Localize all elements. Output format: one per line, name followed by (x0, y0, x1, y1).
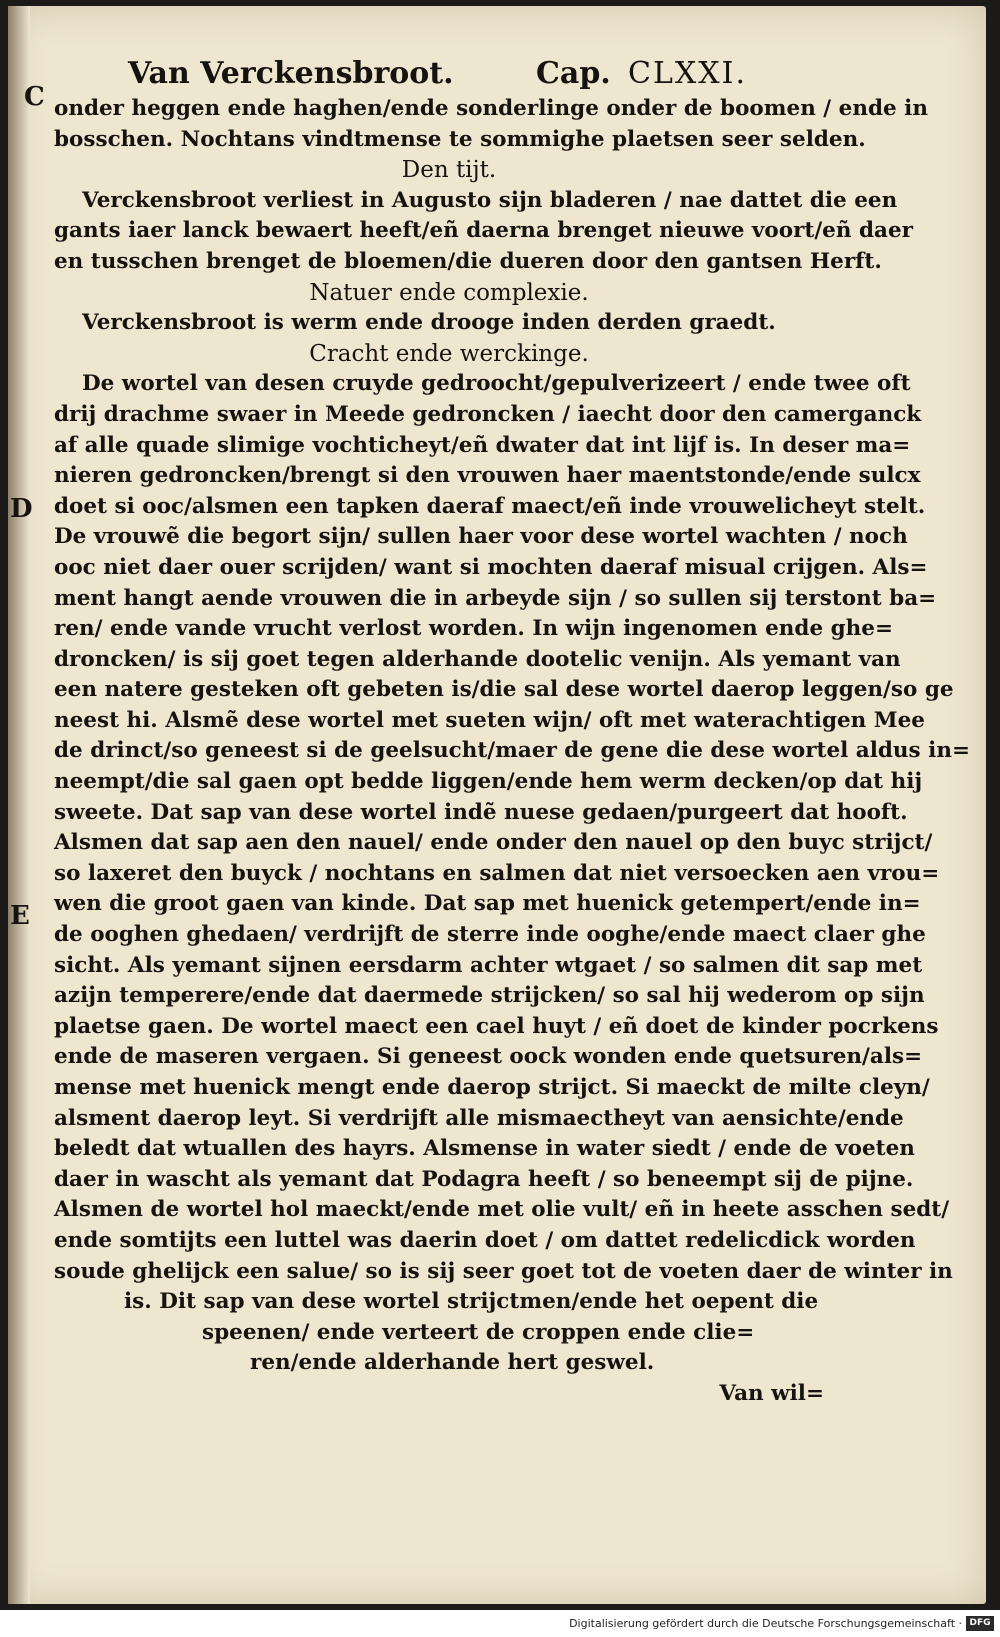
page-gutter (8, 6, 30, 1604)
text-line: Alsmen dat sap aen den nauel/ ende onder den nauel op den buyc strijct/ (54, 830, 933, 856)
text-line: beledt dat wtuallen des hayrs. Alsmense in water siedt / ende de voeten (54, 1136, 915, 1162)
text-line: doet si ooc/alsmen een tapken daeraf maect/eñ inde vrouwelicheyt stelt. (54, 493, 926, 519)
text-line: drij drachme swaer in Meede gedroncken / iaecht door den camerganck (54, 401, 922, 427)
text-line: Verckensbroot verliest in Augusto sijn bladeren / nae dattet die een (82, 187, 898, 213)
text-line: De vrouwẽ die begort sijn/ sullen haer voor dese wortel wachten / noch (54, 524, 908, 550)
text-line: Verckensbroot is werm ende drooge inden derden graedt. (82, 310, 776, 336)
text-line: af alle quade slimige vochticheyt/eñ dwater dat int lijf is. In deser ma= (54, 432, 911, 458)
text-line: de ooghen ghedaen/ verdrijft de sterre inde ooghe/ende maect claer ghe (54, 922, 926, 948)
body-text (54, 94, 970, 1410)
chapter-number: CLXXI. (628, 56, 747, 91)
text-line: daer in wascht als yemant dat Podagra heeft / so beneempt sij de pijne. (54, 1166, 914, 1192)
funding-note: Digitalisierung gefördert durch die Deutsche Forschungsgemeinschaft · (569, 1617, 962, 1630)
page-title: Van Verckensbroot. (128, 56, 454, 91)
text-line: so laxeret den buyck / nochtans en salmen dat niet versoecken aen vrou= (54, 860, 940, 886)
margin-marker-c: C (24, 82, 45, 112)
text-line: ooc niet daer ouer scrijden/ want si mochten daeraf misual crijgen. Als= (54, 554, 928, 580)
text-line: en tusschen brenget de bloemen/die dueren door den gantsen Herft. (54, 248, 882, 274)
text-line: neest hi. Alsmẽ dese wortel met sueten wijn/ oft met waterachtigen Mee (54, 707, 925, 733)
section-heading: Cracht ende werckinge. (309, 340, 589, 367)
text-line: droncken/ is sij goet tegen alderhande dootelic venijn. Als yemant van (54, 646, 901, 672)
text-line: de drinct/so geneest si de geelsucht/maer de gene die dese wortel aldus in= (54, 738, 970, 764)
text-line: wen die groot gaen van kinde. Dat sap met huenick getempert/ende in= (54, 891, 921, 917)
text-line: ren/ende alderhande hert geswel. (250, 1350, 655, 1376)
text-line: neempt/die sal gaen opt bedde liggen/ende hem werm decken/op dat hij (54, 769, 923, 795)
text-line: Alsmen de wortel hol maeckt/ende met olie vult/ eñ in heete asschen sedt/ (54, 1197, 950, 1223)
text-line: ende somtijts een luttel was daerin doet / om dattet redelicdick worden (54, 1227, 916, 1253)
text-line: ment hangt aende vrouwen die in arbeyde sijn / so sullen sij terstont ba= (54, 585, 937, 611)
text-line: sicht. Als yemant sijnen eersdarm achter wtgaet / so salmen dit sap met (54, 952, 923, 978)
text-line: gants iaer lanck bewaert heeft/eñ daerna brenget nieuwe voort/eñ daer (54, 218, 913, 244)
text-line: onder heggen ende haghen/ende sonderlinge onder de boomen / ende in (54, 96, 928, 121)
text-line: speenen/ ende verteert de croppen ende clie= (202, 1319, 755, 1345)
text-line: azijn temperere/ende dat daermede strijcken/ so sal hij wederom op sijn (54, 983, 925, 1009)
text-line: nieren gedroncken/brengt si den vrouwen haer maentstonde/ende sulcx (54, 463, 921, 489)
text-line: een natere gesteken oft gebeten is/die sal dese wortel daerop leggen/so ge (54, 677, 954, 703)
text-line: alsment daerop leyt. Si verdrijft alle mismaectheyt van aensichte/ende (54, 1105, 904, 1131)
margin-marker-e: E (10, 901, 30, 931)
text-line: De wortel van desen cruyde gedroocht/gepulverizeert / ende twee oft (82, 371, 911, 397)
text-line: ren/ ende vande vrucht verlost worden. In wijn ingenomen ende ghe= (54, 616, 893, 642)
chapter-label: Cap. (536, 56, 611, 91)
text-line: mense met huenick mengt ende daerop strijct. Si maeckt de milte cleyn/ (54, 1075, 930, 1100)
book-page (8, 6, 986, 1604)
catchword: Van wil= (719, 1380, 824, 1406)
text-line: sweete. Dat sap van dese wortel indẽ nuese gedaen/purgeert dat hooft. (54, 799, 908, 825)
text-line: plaetse gaen. De wortel maect een cael huyt / eñ doet de kinder pocrkens (54, 1013, 939, 1039)
text-line: is. Dit sap van dese wortel strijctmen/ende het oepent die (124, 1289, 819, 1315)
text-line: ende de maseren vergaen. Si geneest oock wonden ende quetsuren/als= (54, 1044, 923, 1070)
section-heading: Den tijt. (401, 157, 497, 184)
text-line: bosschen. Nochtans vindtmense te sommighe plaetsen seer selden. (54, 126, 866, 152)
section-heading: Natuer ende complexie. (309, 279, 589, 306)
footer-bar (0, 1612, 1000, 1637)
text-line: soude ghelijck een salue/ so is sij seer goet tot de voeten daer de winter in (54, 1258, 953, 1284)
dfg-logo: DFG (966, 1616, 994, 1631)
margin-marker-d: D (10, 494, 33, 524)
